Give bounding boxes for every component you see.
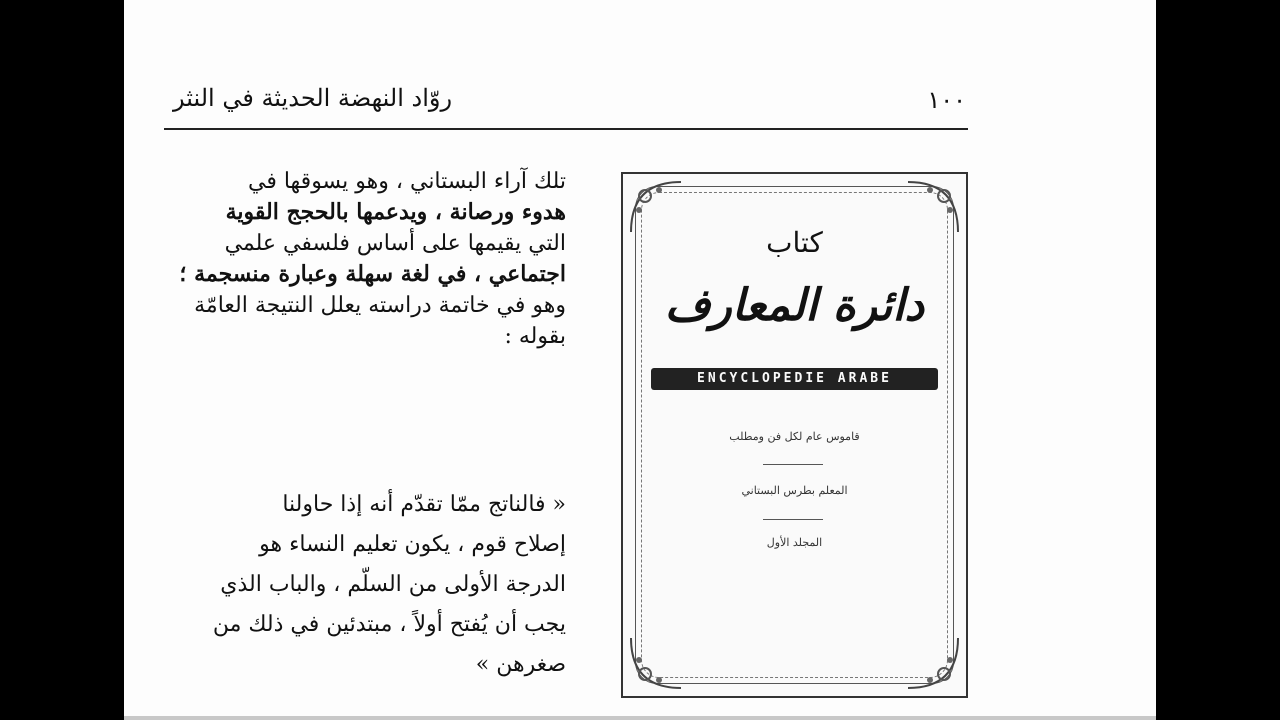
paragraph-line: اجتماعي ، في لغة سهلة وعبارة منسجمة ؛ — [179, 261, 566, 287]
paragraph-line: تلك آراء البستاني ، وهو يسوقها في — [247, 169, 566, 194]
horizontal-scrollbar[interactable] — [124, 716, 1156, 720]
document-page — [124, 0, 1156, 720]
header-rule — [164, 128, 968, 130]
paragraph-line: بقوله : — [504, 324, 566, 349]
quote-line: « فالناتج ممّا تقدّم أنه إذا حاولنا — [282, 492, 566, 517]
cover-kitab-label: كتاب — [766, 226, 823, 259]
cover-title: دائرة المعارف — [664, 280, 925, 331]
viewer-background — [1156, 0, 1280, 720]
quote-line: يجب أن يُفتح أولاً ، مبتدئين في ذلك من — [212, 612, 566, 637]
quote-line: إصلاح قوم ، يكون تعليم النساء هو — [259, 532, 566, 557]
cover-author: المعلم بطرس البستاني — [741, 484, 848, 497]
running-header-title: روّاد النهضة الحديثة في النثر — [173, 84, 453, 112]
corner-ornament-icon — [627, 634, 685, 692]
quote-line: الدرجة الأولى من السلّم ، والباب الذي — [220, 572, 566, 597]
cover-divider — [763, 464, 823, 465]
paragraph-line: التي يقيمها على أساس فلسفي علمي — [224, 231, 566, 256]
body-paragraph — [174, 166, 566, 352]
cover-divider — [763, 519, 823, 520]
quote-line: صغرهن » — [475, 652, 566, 677]
quotation-block — [174, 485, 566, 685]
cover-latin-banner: ENCYCLOPEDIE ARABE — [651, 368, 938, 390]
cover-subtitle: قاموس عام لكل فن ومطلب — [729, 430, 860, 443]
page-number: ١٠٠ — [927, 86, 966, 114]
corner-ornament-icon — [904, 634, 962, 692]
paragraph-line: هدوء ورصانة ، ويدعمها بالحجج القوية — [225, 199, 566, 225]
book-cover-image — [621, 172, 968, 698]
paragraph-line: وهو في خاتمة دراسته يعلل النتيجة العامّة — [194, 293, 566, 318]
cover-volume: المجلد الأول — [766, 536, 823, 549]
